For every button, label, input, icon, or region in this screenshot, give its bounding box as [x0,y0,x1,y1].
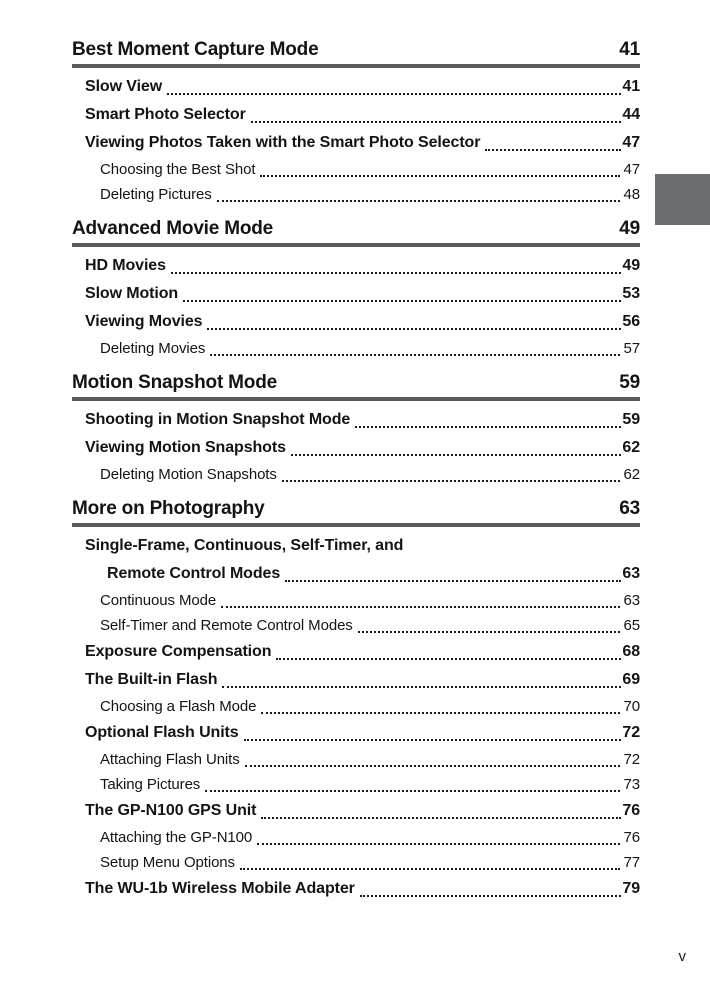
toc-entry-page-number: 77 [623,854,640,871]
toc-entry-label: Slow View [85,78,163,95]
toc-entry [100,613,640,638]
toc-entry-page-number: 53 [622,285,640,302]
toc-entry-page-number: 48 [623,186,640,203]
toc-entry [100,694,640,719]
dot-leader [260,175,619,177]
toc-entry [100,850,640,875]
toc-entry-label: Slow Motion [85,285,179,302]
toc-entry-page-number: 73 [623,776,640,793]
toc-entry [100,182,640,207]
toc-entry-page-number: 62 [622,439,640,456]
toc-entry [85,666,640,694]
toc-entry-page-number: 57 [623,340,640,357]
footer-page-number: v [678,948,686,965]
toc-entry-label: Deleting Pictures [100,186,212,203]
toc-entry-page-number: 59 [622,411,640,428]
toc-section-title: Best Moment Capture Mode [72,39,319,60]
toc-entry-page-number: 47 [623,161,640,178]
dot-leader [240,868,620,870]
toc-entry [100,462,640,487]
toc-entry-page-number: 56 [622,313,640,330]
toc-entry-label: Self-Timer and Remote Control Modes [100,617,353,634]
toc-entry-label: Viewing Movies [85,313,203,330]
dot-leader [276,658,621,660]
toc-entry-label: The WU-1b Wireless Mobile Adapter [85,880,355,897]
toc-entry [85,797,640,825]
dot-leader [207,328,621,330]
toc-section-page-number: 59 [619,372,640,393]
toc-section-page-number: 41 [619,39,640,60]
toc-entry-label: Taking Pictures [100,776,201,793]
toc-entry [85,434,640,462]
dot-leader [355,426,621,428]
toc-entry-label: Continuous Mode [100,592,217,609]
toc-section [72,38,640,207]
toc-section-heading [72,38,640,68]
toc-entry-label: Deleting Movies [100,340,206,357]
toc-entry-label: Viewing Photos Taken with the Smart Photo Selector [85,134,481,151]
toc-entry-label: The GP-N100 GPS Unit [85,802,257,819]
toc-entry-page-number: 72 [623,751,640,768]
chapter-tab [655,174,710,225]
toc-entry-label: Attaching the GP-N100 [100,829,253,846]
toc-entry [85,129,640,157]
toc-entry-page-number: 68 [622,643,640,660]
toc-entry [85,406,640,434]
toc-entry-page-number: 62 [623,466,640,483]
toc-section-title: Motion Snapshot Mode [72,372,277,393]
toc-entry-page-number: 41 [622,78,640,95]
toc-entry-page-number: 76 [622,802,640,819]
toc-entry-page-number: 65 [623,617,640,634]
dot-leader [210,354,619,356]
toc-entry [85,719,640,747]
dot-leader [485,149,621,151]
toc-entry-label: Setup Menu Options [100,854,235,871]
toc-entry [85,252,640,280]
toc-entry-label-line1: Single-Frame, Continuous, Self-Timer, and [85,537,404,554]
toc-entry [85,532,640,588]
toc-section-title: Advanced Movie Mode [72,218,274,239]
toc-section-page-number: 63 [619,498,640,519]
toc-entry-page-number: 63 [623,592,640,609]
dot-leader [251,121,622,123]
toc-entry [100,588,640,613]
toc-section-entries [72,401,640,487]
toc-entry-label: Choosing a Flash Mode [100,698,257,715]
toc-entry-page-number: 47 [622,134,640,151]
dot-leader [183,300,621,302]
toc-entry [100,772,640,797]
toc-entry-page-number: 79 [622,880,640,897]
toc-section-heading [72,371,640,401]
dot-leader [282,480,620,482]
toc-entry [100,825,640,850]
dot-leader [285,580,621,582]
toc-entry-label: Remote Control Modes [107,565,281,582]
dot-leader [205,790,619,792]
toc-section-heading [72,217,640,247]
toc-section [72,217,640,361]
toc-section-title: More on Photography [72,498,265,519]
toc-entry [85,638,640,666]
toc-entry-label: HD Movies [85,257,166,274]
dot-leader [167,93,621,95]
toc-entry-label: Viewing Motion Snapshots [85,439,286,456]
toc-entry-label: The Built-in Flash [85,671,218,688]
toc-entry-label: Optional Flash Units [85,724,239,741]
dot-leader [261,817,621,819]
toc-entry-label: Choosing the Best Shot [100,161,256,178]
toc-entry [100,747,640,772]
toc-entry-page-number: 76 [623,829,640,846]
toc-entry-label: Exposure Compensation [85,643,272,660]
toc-entry [85,73,640,101]
dot-leader [245,765,620,767]
toc-entry [85,280,640,308]
toc-section-page-number: 49 [619,218,640,239]
toc-section-entries [72,247,640,361]
toc-entry [85,875,640,903]
dot-leader [257,843,619,845]
toc-entry-page-number: 44 [622,106,640,123]
dot-leader [217,200,620,202]
dot-leader [358,631,620,633]
toc-entry [85,308,640,336]
toc-entry-label: Attaching Flash Units [100,751,240,768]
toc-entry-page-number: 69 [622,671,640,688]
toc-section [72,371,640,487]
toc-entry-page-number: 70 [623,698,640,715]
toc-entry [100,157,640,182]
dot-leader [244,739,622,741]
toc-entry-page-number: 49 [622,257,640,274]
dot-leader [171,272,621,274]
dot-leader [360,895,622,897]
toc-entry [100,336,640,361]
toc-section-entries [72,527,640,903]
toc-section-entries [72,68,640,207]
toc-section-heading [72,497,640,527]
toc-entry-label: Smart Photo Selector [85,106,246,123]
toc [72,38,640,903]
dot-leader [291,454,622,456]
toc-entry [85,101,640,129]
toc-entry-label: Deleting Motion Snapshots [100,466,277,483]
toc-entry-label: Shooting in Motion Snapshot Mode [85,411,351,428]
toc-entry-page-number: 63 [622,565,640,582]
dot-leader [221,606,619,608]
dot-leader [222,686,621,688]
toc-entry-page-number: 72 [622,724,640,741]
dot-leader [261,712,619,714]
toc-section [72,497,640,903]
